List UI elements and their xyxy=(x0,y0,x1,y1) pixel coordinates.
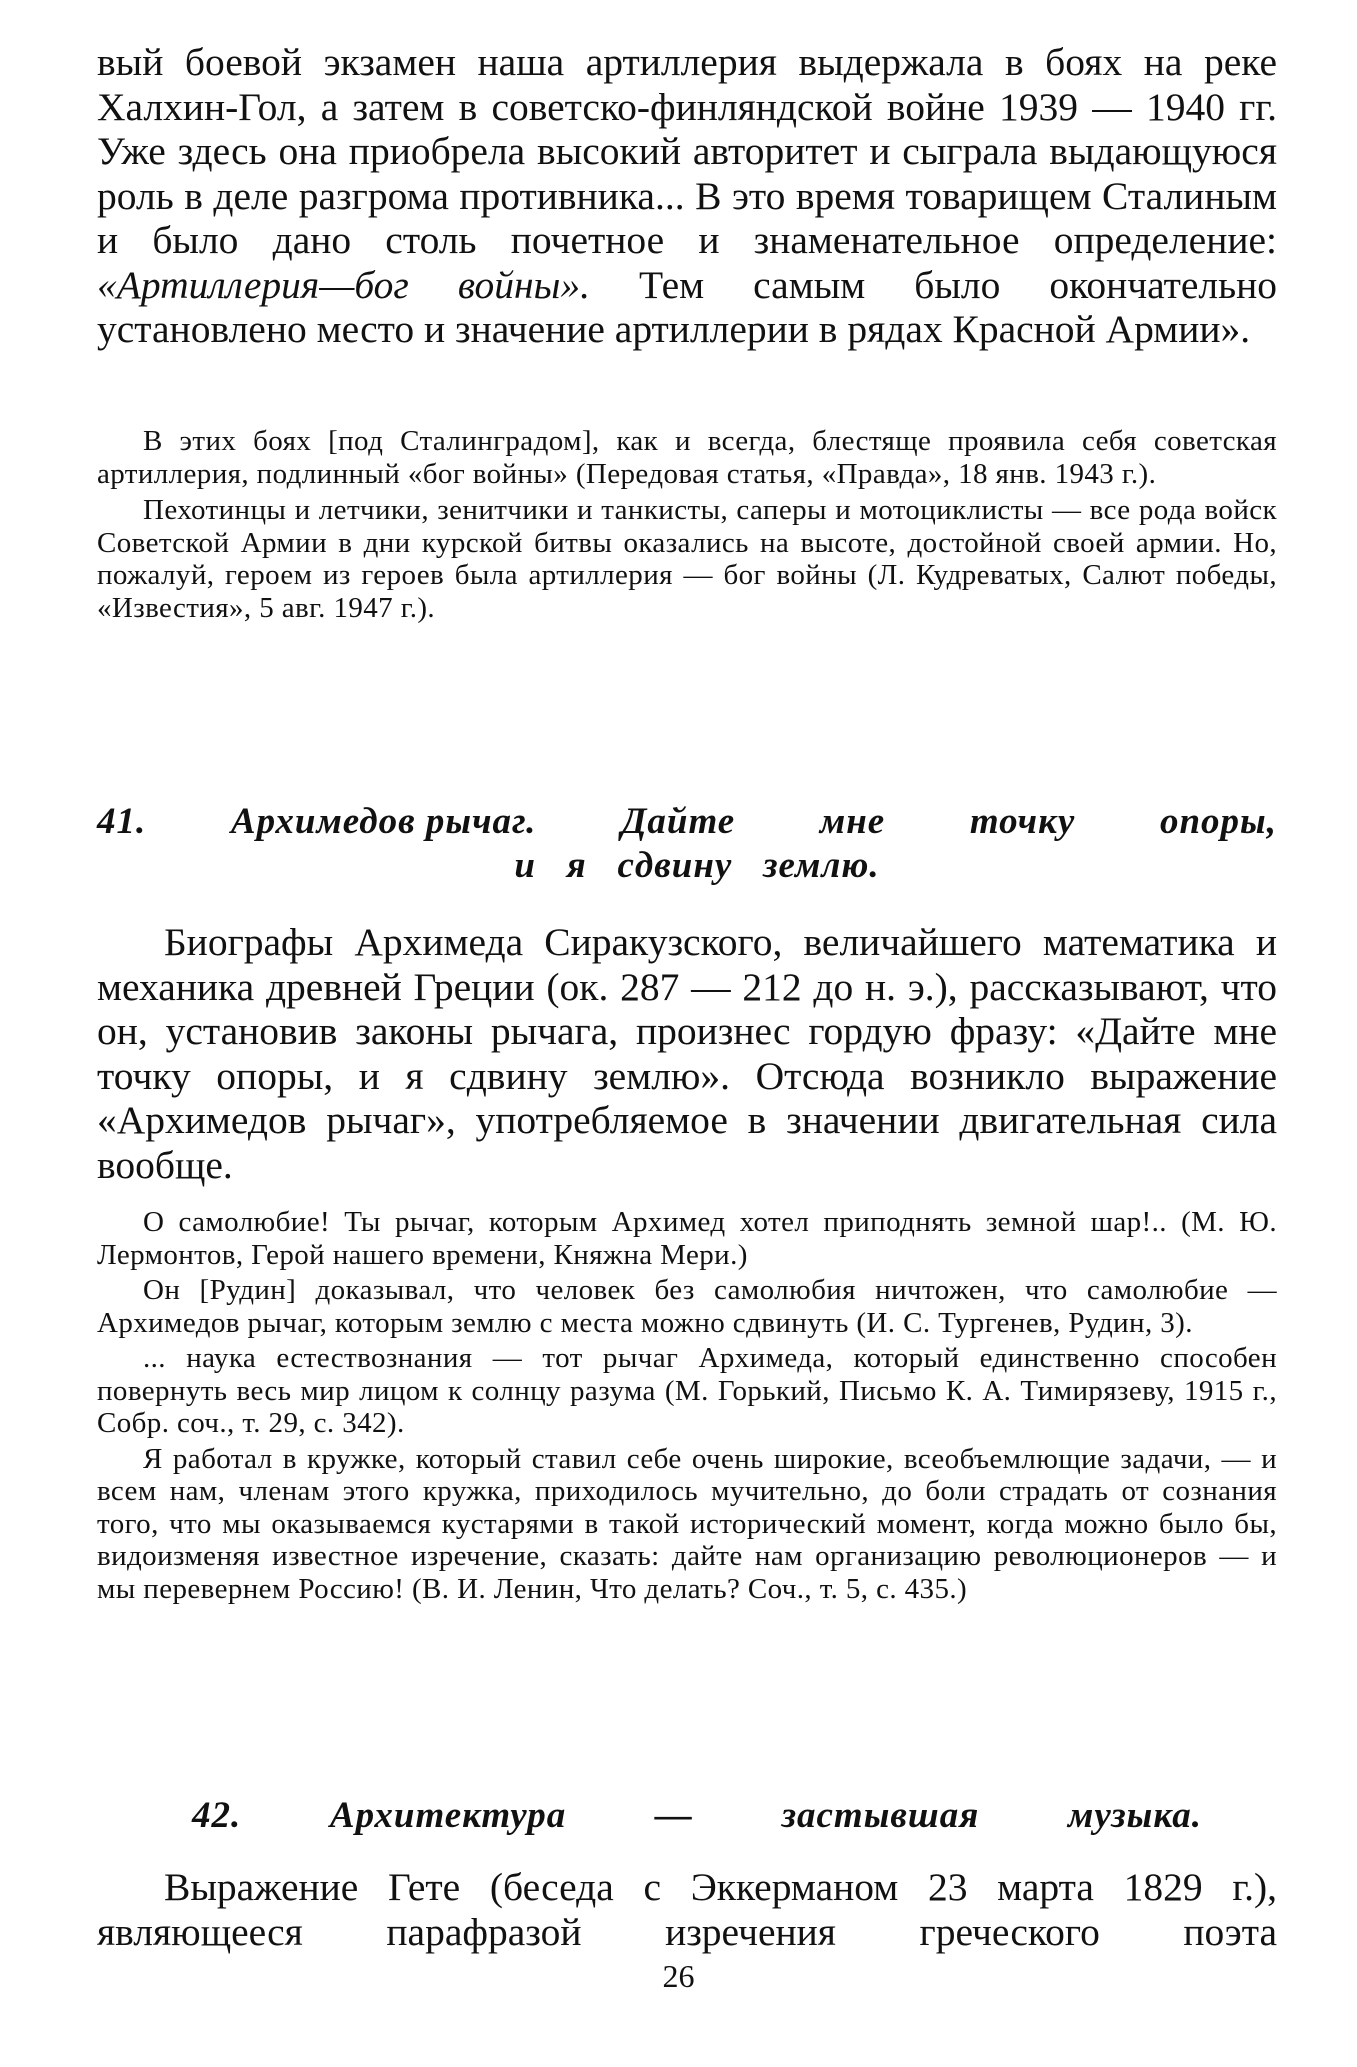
quote-pravda: В этих боях [под Сталинградом], как и всегда, блестяще проявила себя советская артиллерия, подлинный «бог войны» (Передовая статья, «Правда», 18 янв. 1943 г.). xyxy=(97,425,1277,490)
paragraph-text: вый боевой экзамен наша артиллерия выдержала в боях на реке Халхин-Гол, а затем в советско-финляндской войне 1939 — 1940 гг. Уже здесь она приобрела высокий авторитет и сыграла выдающуюся роль в деле разгрома противника... В это время товарищем Сталиным и было дано столь почетное и знаменательное определение: xyxy=(97,40,1277,262)
entry-41-title-line1 xyxy=(97,800,1277,844)
entry-41-quotes xyxy=(97,1206,1277,1605)
title-word: мне xyxy=(819,801,886,842)
quote-lermontov: О самолюбие! Ты рычаг, которым Архимед хотел приподнять земной шар!.. (М. Ю. Лермонтов, Герой нашего времени, Княжна Мери.) xyxy=(97,1206,1277,1271)
entry-42-body xyxy=(97,1865,1277,1954)
entry-42-heading xyxy=(97,1794,1277,1838)
title-word: Архимедов рычаг. xyxy=(230,801,537,842)
entry-41-body xyxy=(97,920,1277,1187)
entry-number: 41. xyxy=(97,801,147,842)
quote-kudrevatykh: Пехотинцы и летчики, зенитчики и танкисты, саперы и мотоциклисты — все рода войск Советской Армии в дни курской битвы оказались на высоте, достойной своей армии. Но, пожалуй, героем из героев была артиллерия — бог войны (Л. Кудреватых, Салют победы, «Известия», 5 авг. 1947 г.). xyxy=(97,494,1277,624)
title-word: — xyxy=(654,1795,693,1836)
title-word: Дайте xyxy=(621,801,736,842)
entry-41-heading xyxy=(97,800,1277,888)
title-word: Архитектура xyxy=(329,1795,567,1836)
title-word: музыка. xyxy=(1067,1795,1202,1836)
page-number: 26 xyxy=(662,1958,695,1994)
entry-number: 42. xyxy=(192,1795,242,1836)
italic-quote: «Артиллерия—бог войны». xyxy=(97,262,590,307)
paragraph-text-end: Тем самым было окончательно установлено место и значение артиллерии в рядах Красной Армии». xyxy=(97,262,1278,351)
title-word: опоры, xyxy=(1159,801,1277,842)
entry-42-paragraph: Выражение Гете (беседа с Эккерманом 23 марта 1829 г.), являющееся парафразой изречения греческого поэта xyxy=(97,1865,1277,1954)
quote-turgenev: Он [Рудин] доказывал, что человек без самолюбия ничтожен, что самолюбие — Архимедов рычаг, которым землю с места можно сдвинуть (И. С. Тургенев, Рудин, 3). xyxy=(97,1274,1277,1339)
title-word: точку xyxy=(969,801,1076,842)
quotes-block-1 xyxy=(97,425,1277,624)
entry-41-paragraph: Биографы Архимеда Сиракузского, величайшего математика и механика древней Греции (ок. 287 — 212 до н. э.), рассказывают, что он, установив законы рычага, произнес гордую фразу: «Дайте мне точку опоры, и я сдвину землю». Отсюда возникло выражение «Архимедов рычаг», употребляемое в значении двигательная сила вообще. xyxy=(97,920,1277,1187)
entry-42-title xyxy=(192,1794,1202,1838)
continued-paragraph-block xyxy=(97,40,1277,352)
quote-gorky: ... наука естествознания — тот рычаг Архимеда, который единственно способен повернуть весь мир лицом к солнцу разума (М. Горький, Письмо К. А. Тимирязеву, 1915 г., Собр. соч., т. 29, с. 342). xyxy=(97,1342,1277,1439)
entry-41-title-line2: и я сдвину землю. xyxy=(514,845,880,886)
quote-lenin: Я работал в кружке, который ставил себе очень широкие, всеобъемлющие задачи, — и всем нам, членам этого кружка, приходилось мучительно, до боли страдать от сознания того, что мы оказываемся кустарями в такой исторический момент, когда можно было бы, видоизменяя известное изречение, сказать: дайте нам организацию революционеров — и мы перевернем Россию! (В. И. Ленин, Что делать? Соч., т. 5, с. 435.) xyxy=(97,1442,1277,1605)
title-word: застывшая xyxy=(781,1795,980,1836)
continued-paragraph xyxy=(97,40,1277,352)
